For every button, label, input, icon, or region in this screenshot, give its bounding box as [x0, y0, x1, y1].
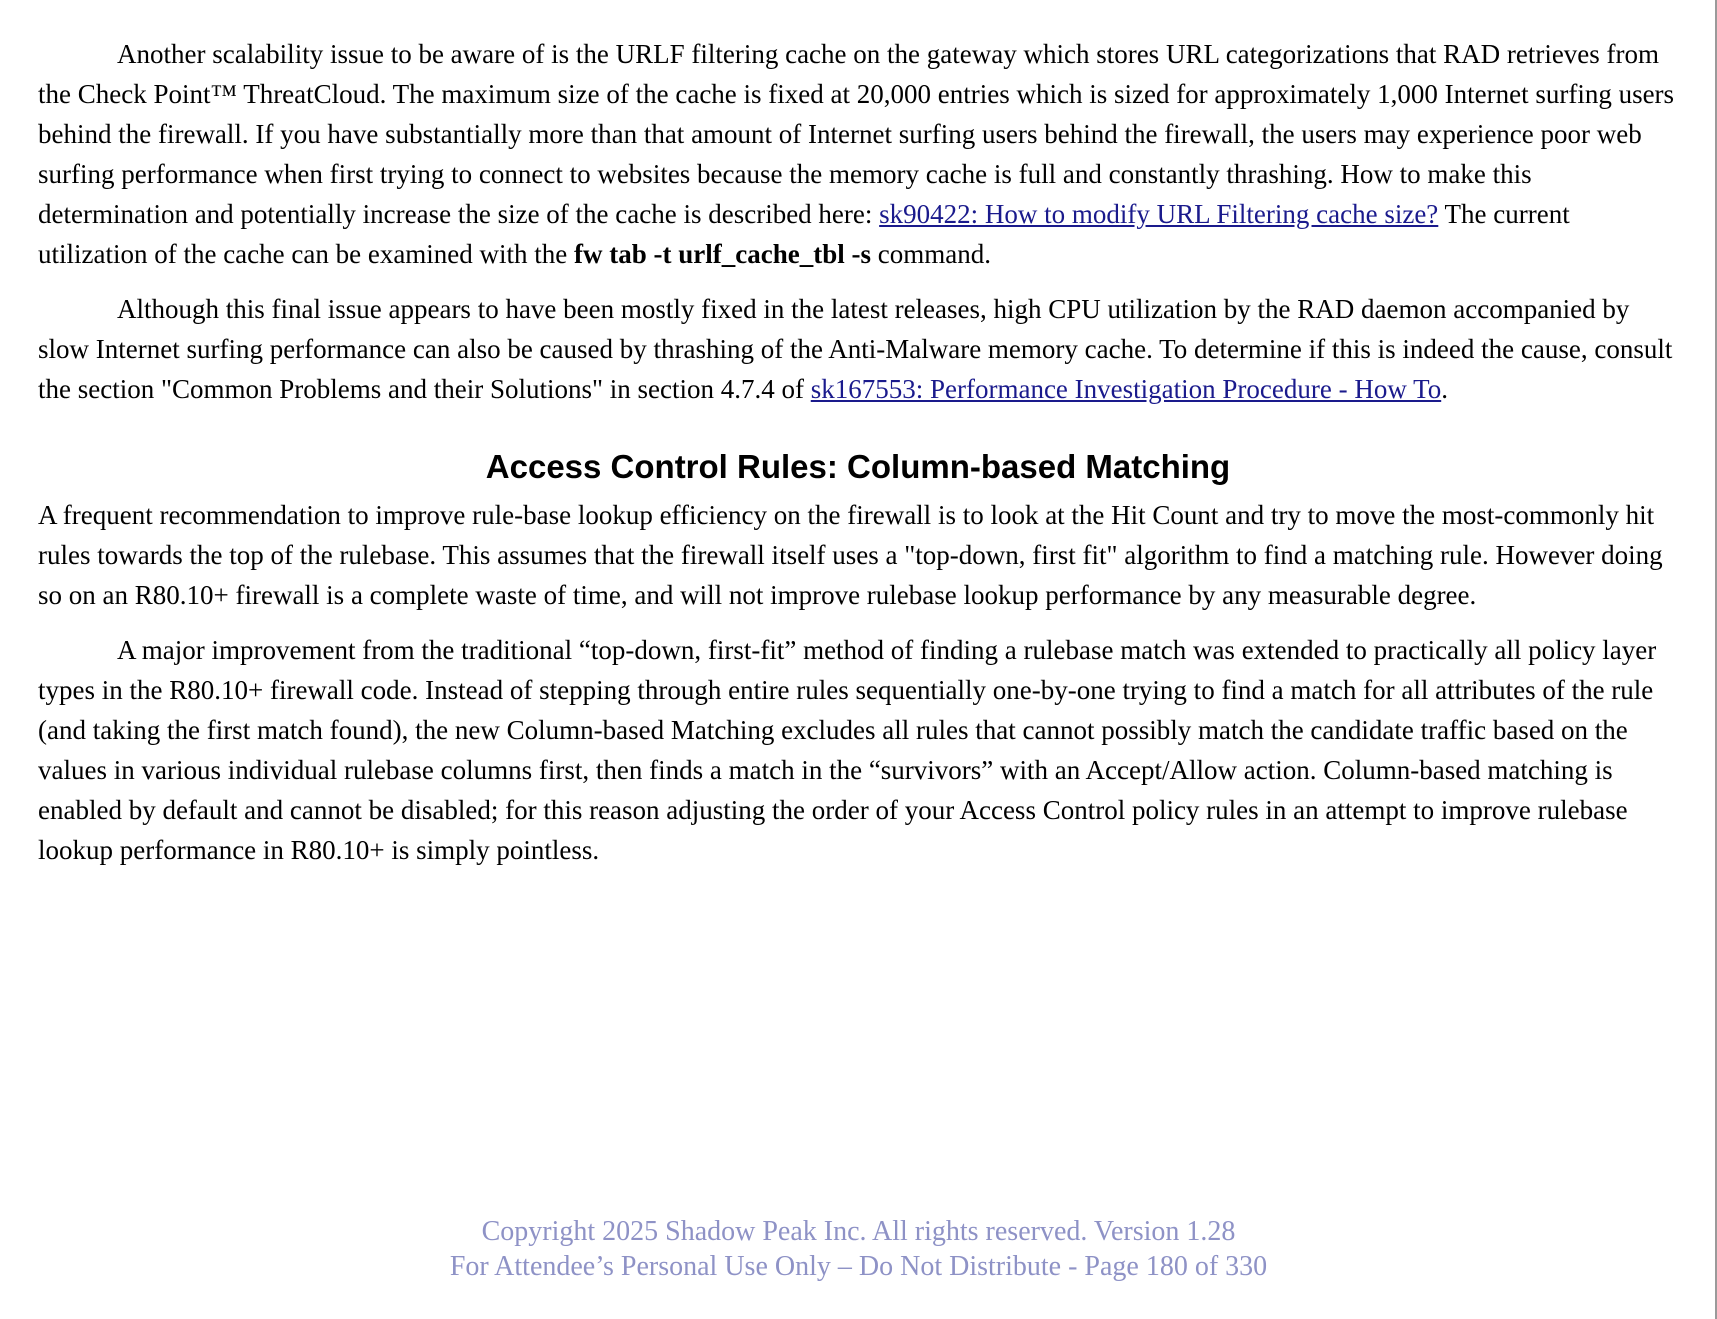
paragraph-text: . [1441, 374, 1448, 404]
paragraph-hit-count: A frequent recommendation to improve rule-base lookup efficiency on the firewall is to look at the Hit Count and try to move the most-commonly hit rules towards the top of the rulebase. This assumes that the firewall itself uses a "top-down, first fit" algorithm to find a matching rule. However doing so on an R80.10+ firewall is a complete waste of time, and will not improve rulebase lookup performance by any measurable degree. [38, 500, 1663, 610]
command-text: fw tab -t urlf_cache_tbl -s [574, 239, 871, 269]
sk90422-link[interactable]: sk90422: How to modify URL Filtering cache size? [879, 199, 1439, 229]
page-footer [0, 1214, 1717, 1284]
paragraph-text: Although this final issue appears to have been mostly fixed in the latest releases, high CPU utilization by the RAD daemon accompanied by slow Internet surfing performance can also be caused by thrashing of the Anti-Malware memory cache. To determine if this is indeed the cause, consult the section "Common Problems and their Solutions" in section 4.7.4 of [38, 294, 1673, 404]
paragraph-anti-malware-cache [38, 289, 1678, 409]
paragraph-column-matching: A major improvement from the traditional “top-down, first-fit” method of finding a rulebase match was extended to practically all policy layer types in the R80.10+ firewall code. Instead of stepping through entire rules sequentially one-by-one trying to find a match for all attributes of the rule (and taking the first match found), the new Column-based Matching excludes all rules that cannot possibly match the candidate traffic based on the values in various individual rulebase columns first, then finds a match in the “survivors” with an Accept/Allow action. Column-based matching is enabled by default and cannot be disabled; for this reason adjusting the order of your Access Control policy rules in an attempt to improve rulebase lookup performance in R80.10+ is simply pointless. [38, 635, 1657, 865]
document-page [38, 34, 1678, 870]
sk167553-link[interactable]: sk167553: Performance Investigation Procedure - How To [810, 374, 1442, 404]
footer-page-number: For Attendee’s Personal Use Only – Do Not Distribute - Page 180 of 330 [449, 1251, 1268, 1282]
paragraph-text: Another scalability issue to be aware of is the URLF filtering cache on the gateway which stores URL categorizations that RAD retrieves from the Check Point™ ThreatCloud. The maximum size of the cache is fixed at 20,000 entries which is sized for approximately 1,000 Internet surfing users behind the firewall. If you have substantially more than that amount of Internet surfing users behind the firewall, the users may experience poor web surfing performance when first trying to connect to websites because the memory cache is full and constantly thrashing. How to make this determination and potentially increase the size of the cache is described here: [38, 39, 1675, 229]
paragraph-text: command. [871, 239, 991, 269]
section-heading: Access Control Rules: Column-based Matching [485, 448, 1231, 485]
paragraph-text: The current utilization of the cache can be examined with the [38, 199, 1570, 269]
paragraph-urlf-cache [38, 34, 1678, 274]
footer-copyright: Copyright 2025 Shadow Peak Inc. All rights reserved. Version 1.28 [481, 1216, 1236, 1247]
